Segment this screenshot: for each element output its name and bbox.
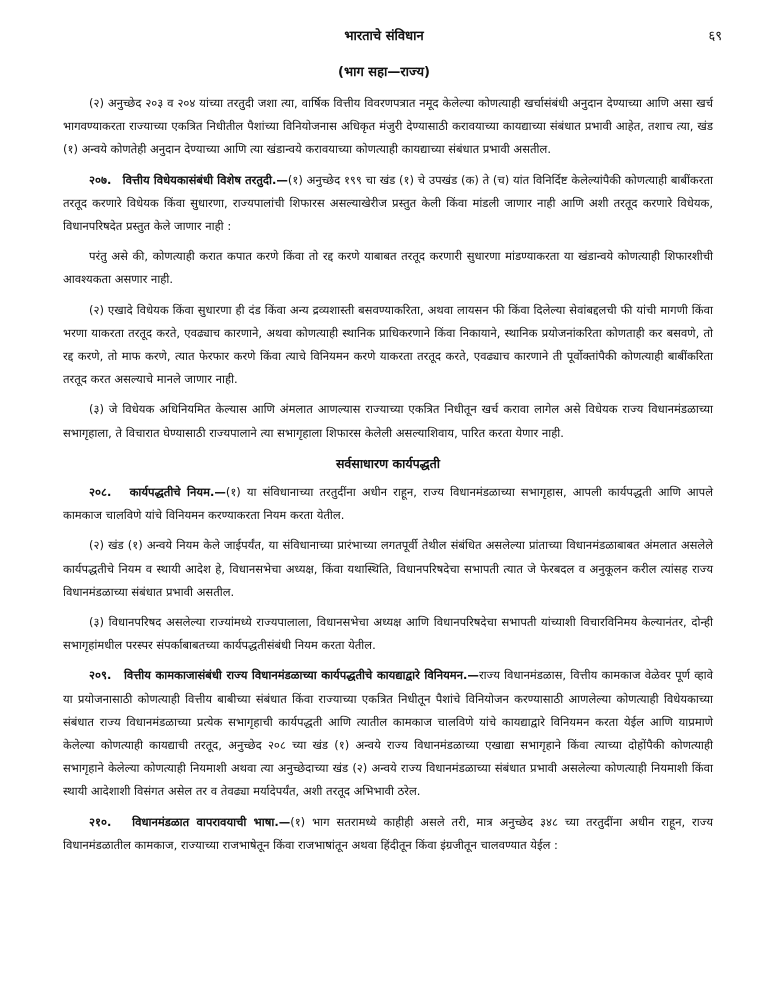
- section-text: (१) अनुच्छेद १९९ चा खंड (१) चे उपखंड (क) ते (च) यांत विनिर्दिष्ट केलेल्यांपैकी कोणत्याही बाबींकरता तरतूद करणारे विधेयक किंवा सुधारणा, राज्यपालांची शिफारस असल्याखेरीज प्रस्तुत केली किंवा मांडली जाणार नाही आणि अशी तरतूद करणारे विधेयक, विधानपरिषदेत प्रस्तुत केले जाणार नाही :: [63, 172, 714, 234]
- section-210: [63, 811, 713, 857]
- section-title: वित्तीय कामकाजासंबंधी राज्य विधानमंडळाच्या कार्यपद्धतीचे कायद्याद्वारे विनियमन.—: [123, 668, 479, 683]
- section-207: [63, 169, 713, 239]
- page-number: ६९: [708, 29, 722, 44]
- paragraph-207-3: (३) जे विधेयक अधिनियमित केल्यास आणि अंमलात आणल्यास राज्याच्या एकत्रित निधीतून खर्च करावा लागेल असे विधेयक राज्य विधानमंडळाच्या सभागृहाला, ते विचारात घेण्यासाठी राज्यपालाने त्या सभागृहाला शिफारस केलेली असल्याशिवाय, पारित करता येणार नाही.: [63, 402, 713, 440]
- section-number: २१०.: [89, 814, 112, 829]
- section-title: विधानमंडळात वापरावयाची भाषा.—: [132, 814, 291, 829]
- section-title: वित्तीय विधेयकासंबंधी विशेष तरतुदी.—: [122, 172, 288, 187]
- section-text: (१) भाग सतरामध्ये काहीही असले तरी, मात्र अनुच्छेद ३४८ च्या तरतुदींना अधीन राहून, राज्य विधानमंडळातील कामकाज, राज्याच्या राजभाषेतून किंवा राजभाषांतून अथवा हिंदीतून किंवा इंग्रजीतून चालवण्यात येईल :: [63, 814, 713, 852]
- section-text: (१) या संविधानाच्या तरतुदींना अधीन राहून, राज्य विधानमंडळाच्या सभागृहास, आपली कार्यपद्धती आणि आपले कामकाज चालविणे यांचे विनियमन करण्याकरता नियम करता येतील.: [63, 485, 713, 523]
- section-number: २०९.: [89, 668, 112, 683]
- paragraph-207-proviso: परंतु असे की, कोणत्याही करात कपात करणे किंवा तो रद्द करणे याबाबत तरतूद करणारी सुधारणा मांडण्याकरता या खंडान्वये कोणत्याही शिफारशीची आवश्यकता असणार नाही.: [63, 249, 713, 287]
- section-208: [63, 481, 713, 527]
- document-body: [63, 92, 713, 864]
- paragraph-208-2: (२) खंड (१) अन्वये नियम केले जाईपर्यंत, या संविधानाच्या प्रारंभाच्या लगतपूर्वी तेथील संबंधित असलेल्या प्रांताच्या विधानमंडळाबाबत अंमलात असलेले कार्यपद्धतीचे नियम व स्थायी आदेश हे, विधानसभेचा अध्यक्ष, किंवा यथास्थिति, विधानपरिषदेचा सभापती त्यात जे फेरबदल व अनुकूलन करील त्यांसह राज्य विधानमंडळाच्या संबंधात प्रभावी असतील.: [63, 538, 713, 599]
- section-text: राज्य विधानमंडळास, वित्तीय कामकाज वेळेवर पूर्ण व्हावे या प्रयोजनासाठी कोणत्याही वित्तीय बाबीच्या संबंधात किंवा राज्याच्या एकत्रित निधीतून पैशांचे विनियोजन करण्यासाठी आणलेल्या कोणत्याही विधेयकाच्या संबंधात राज्य विधानमंडळाच्या प्रत्येक सभागृहाची कार्यपद्धती आणि त्यातील कामकाज चालविणे यांचे कायद्याद्वारे विनियमन करता येईल आणि याप्रमाणे केलेल्या कोणत्याही कायद्याची तरतूद, अनुच्छेद २०८ च्या खंड (१) अन्वये राज्य विधानमंडळाच्या एखाद्या सभागृहाने किंवा त्याच्या दोहोंपैकी कोणत्याही सभागृहाने केलेल्या कोणत्याही नियमाशी अथवा त्या अनुच्छेदाच्या खंड (२) अन्वये राज्य विधानमंडळाच्या संबंधात प्रभावी असलेल्या कोणत्याही नियमाशी किंवा स्थायी आदेशाशी विसंगत असेल तर व तेवढ्या मर्यादेपर्यंत, अशी तरतूद अभिभावी ठरेल.: [63, 668, 713, 799]
- section-number: २०८.: [89, 485, 112, 500]
- section-title: कार्यपद्धतीचे नियम.—: [129, 485, 226, 500]
- part-heading: (भाग सहा—राज्य): [338, 65, 430, 80]
- running-header-title: भारताचे संविधान: [344, 29, 424, 44]
- paragraph-207-2: (२) एखादे विधेयक किंवा सुधारणा ही दंड किंवा अन्य द्रव्यशास्ती बसवण्याकरिता, अथवा लायसन फी किंवा दिलेल्या सेवांबद्दलची फी यांची मागणी किंवा भरणा याकरता तरतूद करते, एवढ्याच कारणाने, अथवा कोणत्याही स्थानिक प्राधिकरणाने किंवा निकायाने, स्थानिक प्रयोजनांकरिता कोणताही कर बसवणे, तो रद्द करणे, तो माफ करणे, त्यात फेरफार करणे किंवा त्याचे विनियमन करणे याकरता तरतूद करते, एवढ्याच कारणाने ती पूर्वोक्तांपैकी कोणत्याही बाबींकरिता तरतूद करत असल्याचे मानले जाणार नाही.: [63, 302, 713, 387]
- paragraph-206-2: (२) अनुच्छेद २०३ व २०४ यांच्या तरतुदी जशा त्या, वार्षिक वित्तीय विवरणपत्रात नमूद केलेल्या कोणत्याही खर्चासंबंधी अनुदान देण्याच्या आणि असा खर्च भागवण्याकरता राज्याच्या एकत्रित निधीतील पैशांच्या विनियोजनास अधिकृत मंजुरी देण्यासाठी करावयाच्या कायद्याच्या संबंधात प्रभावी आहेत, तशाच त्या, खंड (१) अन्वये कोणतेही अनुदान देण्याच्या आणि त्या खंडान्वये करावयाच्या कोणत्याही कायद्याच्या संबंधात प्रभावी असतील.: [63, 96, 713, 157]
- general-procedure-heading: सर्वसाधारण कार्यपद्धती: [335, 455, 441, 471]
- section-209: [63, 664, 713, 803]
- paragraph-208-3: (३) विधानपरिषद असलेल्या राज्यांमध्ये राज्यपालाला, विधानसभेचा अध्यक्ष आणि विधानपरिषदेचा सभापती यांच्याशी विचारविनिमय केल्यानंतर, दोन्ही सभागृहांमधील परस्पर संपर्काबाबतच्या कार्यपद्धतीसंबंधी नियम करता येतील.: [63, 615, 713, 653]
- section-number: २०७.: [89, 172, 112, 187]
